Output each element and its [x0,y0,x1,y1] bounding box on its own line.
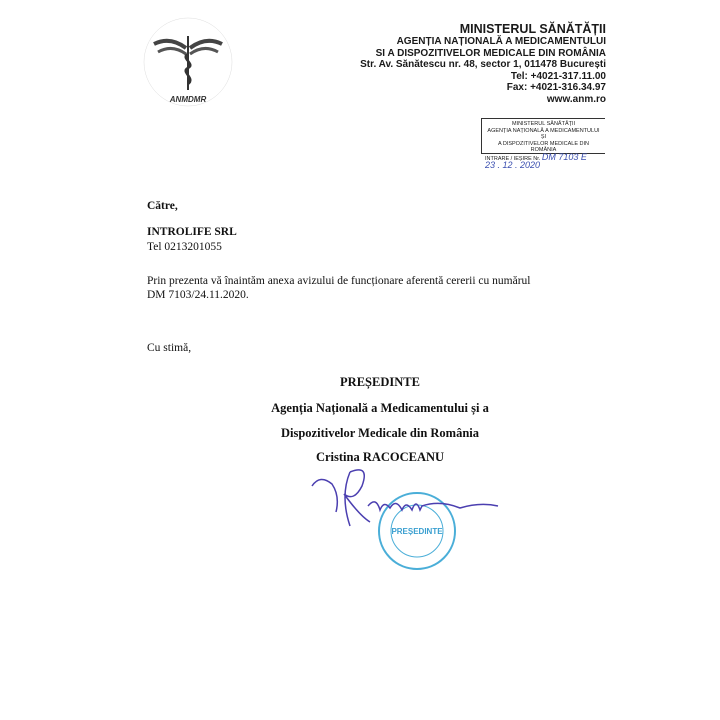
svg-text:ANMDMR: ANMDMR [169,95,207,104]
stamp-line-1: MINISTERUL SĂNĂTĂȚII [511,121,576,127]
handwritten-signature [310,466,500,546]
address: Str. Av. Sănătescu nr. 48, sector 1, 011478 București [360,59,606,70]
closing: Cu stimă, [147,342,192,354]
website: www.anm.ro [546,93,606,105]
signer-title: PREȘEDINTE [340,375,420,389]
signer-agency-line-2: Dispozitivelor Medicale din România [280,426,480,440]
body-paragraph-line-2: DM 7103/24.11.2020. [147,289,249,301]
stamp-date-value: 23 . 12 . 2020 [485,160,541,170]
ministry-name: MINISTERUL SĂNĂTĂȚII [459,22,606,36]
signer-name: Cristina RACOCEANU [315,450,445,464]
phone: Tel: +4021-317.11.00 [510,70,606,82]
stamp-date [485,162,602,171]
agency-line-2: SI A DISPOZITIVELOR MEDICALE DIN ROMÂNIA [375,47,606,59]
anmdmr-logo [140,14,236,110]
registry-stamp [481,118,605,170]
signer-agency-line-1: Agenția Națională a Medicamentului și a [271,401,489,415]
letterhead [360,22,606,105]
agency-line-1: AGENȚIA NAȚIONALĂ A MEDICAMENTULUI [396,36,606,47]
svg-text:PREȘEDINTE: PREȘEDINTE [391,527,443,536]
recipient-name: INTROLIFE SRL [147,226,237,238]
stamp-entry-label: INTRARE / IEȘIRE Nr. [485,155,541,162]
stamp-line-2: AGENȚIA NAȚIONALĂ A MEDICAMENTULUI ȘI [487,127,600,140]
stamp-entry-value: DM 7103 E [541,151,587,162]
body-paragraph-line-1: Prin prezenta vă înaintăm anexa avizului de funcționare aferentă cererii cu numărul [147,275,531,287]
salutation: Către, [147,200,178,212]
fax: Fax: +4021-316.34.97 [506,82,606,93]
stamp-line-3: A DISPOZITIVELOR MEDICALE DIN ROMÂNIA [497,140,590,153]
recipient-phone: Tel 0213201055 [147,241,222,253]
